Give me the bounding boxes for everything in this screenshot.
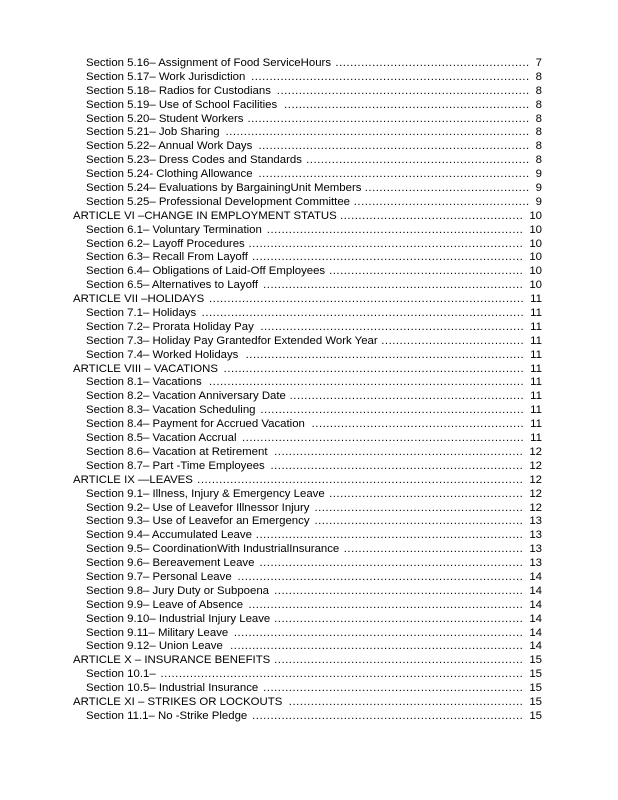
toc-dot-leader: ....................................................................... <box>263 682 524 695</box>
toc-page-number: 14 <box>529 640 542 653</box>
toc-entry-title: ARTICLE IX —LEAVES <box>73 473 193 486</box>
toc-entry-title: Section 5.16– Assignment of Food ServiceHours <box>86 57 332 69</box>
toc-page-number: 14 <box>529 584 542 597</box>
toc-page-number: 10 <box>529 251 542 264</box>
toc-page-number: 13 <box>529 515 542 528</box>
toc-section-row <box>0 376 618 390</box>
toc-dot-leader: ............................................................................. <box>241 432 525 445</box>
toc-entry-title: Section 8.1– Vacations <box>86 376 202 389</box>
toc-dot-leader: ........................................................................ <box>260 404 525 417</box>
toc-section-row <box>0 251 618 265</box>
toc-page-number: 13 <box>529 543 542 556</box>
toc-entry-title: Section 7.1– Holidays <box>86 307 197 320</box>
toc-page-number: 8 <box>535 140 542 153</box>
toc-section-row <box>0 682 618 696</box>
toc-entry-title: Section 6.3– Recall From Layoff <box>86 251 248 264</box>
toc-dot-leader: .................................................................... <box>274 584 524 597</box>
toc-dot-leader: ..................................................................... <box>276 84 530 97</box>
toc-page-number: 11 <box>530 418 542 431</box>
toc-page-number: 14 <box>529 626 542 639</box>
toc-dot-leader: ............................................................................. <box>247 112 530 125</box>
toc-section-row <box>0 418 618 432</box>
toc-dot-leader: .......................................................................... <box>252 251 524 264</box>
toc-page-number: 12 <box>529 487 542 500</box>
toc-dot-leader: ..................................................... <box>329 265 524 278</box>
toc-entry-title: Section 6.4– Obligations of Laid-Off Employees <box>86 265 326 278</box>
toc-section-row <box>0 515 618 529</box>
toc-page-number: 8 <box>535 98 542 111</box>
toc-entry-title: Section 5.25– Professional Development Committee <box>86 195 351 208</box>
toc-dot-leader: ................................................................ <box>289 390 525 403</box>
toc-section-row <box>0 113 618 127</box>
toc-entry-title: Section 5.20– Student Workers <box>86 112 244 125</box>
toc-dot-leader: ............................................................................ <box>245 348 525 361</box>
toc-page-number: 11 <box>530 293 542 306</box>
toc-dot-leader: ............................................. <box>364 182 530 195</box>
toc-dot-leader: ....................................................................... <box>263 279 524 292</box>
toc-dot-leader: .................................................................... <box>274 654 524 667</box>
toc-entry-title: Section 10.5– Industrial Insurance <box>86 682 259 695</box>
toc-dot-leader: .................................................. <box>340 209 524 222</box>
toc-page-number: 15 <box>529 695 542 708</box>
toc-section-row <box>0 502 618 516</box>
toc-dot-leader: .......................................................................... <box>258 140 530 153</box>
toc-section-row <box>0 140 618 154</box>
toc-dot-leader: .............................................................................. <box>237 570 524 583</box>
toc-page-number: 15 <box>529 682 542 695</box>
toc-section-row <box>0 627 618 641</box>
toc-entry-title: Section 6.1– Voluntary Termination <box>86 223 262 236</box>
toc-entry-title: Section 9.7– Personal Leave <box>86 570 232 583</box>
toc-section-row <box>0 668 618 682</box>
toc-entry-title: Section 6.2– Layoff Procedures <box>86 237 245 250</box>
toc-section-row <box>0 349 618 363</box>
toc-dot-leader: ........................................................................ <box>259 557 524 570</box>
toc-page-number: 11 <box>530 307 542 320</box>
toc-page-number: 10 <box>529 209 542 222</box>
toc-section-row <box>0 99 618 113</box>
toc-entry-title: Section 5.17– Work Jurisdiction <box>86 70 246 83</box>
toc-entry-title: Section 5.24– Evaluations by BargainingUnit Members <box>86 182 362 195</box>
toc-entry-title: Section 8.4– Payment for Accrued Vacation <box>86 418 305 431</box>
toc-entry-title: Section 9.9– Leave of Absence <box>86 598 244 611</box>
toc-page-number: 13 <box>529 529 542 542</box>
toc-entry-title: ARTICLE VII –HOLIDAYS <box>73 293 205 306</box>
toc-dot-leader: ...................................................................... <box>266 223 524 236</box>
toc-dot-leader: ..................................................................... <box>270 459 524 472</box>
toc-page-number: 12 <box>529 501 542 514</box>
toc-dot-leader: ......................................................... <box>314 501 524 514</box>
toc-article-row <box>0 474 618 488</box>
toc-section-row <box>0 446 618 460</box>
toc-dot-leader: ................................................. <box>343 543 524 556</box>
toc-section-row <box>0 265 618 279</box>
toc-page-number: 14 <box>529 598 542 611</box>
toc-page-number: 12 <box>529 459 542 472</box>
toc-page-number: 11 <box>530 348 542 361</box>
toc-page-number: 11 <box>530 432 542 445</box>
toc-dot-leader: ......................................................... <box>314 515 524 528</box>
toc-dot-leader: ...................................................................................... <box>209 376 525 389</box>
toc-entry-title: ARTICLE VIII – VACATIONS <box>73 362 218 375</box>
toc-entry-title: Section 9.12– Union Leave <box>86 640 223 653</box>
toc-dot-leader: ......................................................................................... <box>197 473 524 486</box>
toc-article-row <box>0 363 618 377</box>
toc-section-row <box>0 488 618 502</box>
toc-entry-title: Section 8.6– Vacation at Retirement <box>86 445 268 458</box>
toc-entry-title: Section 7.2– Prorata Holiday Pay <box>86 320 254 333</box>
toc-dot-leader: ..................................................... <box>335 57 530 69</box>
toc-entry-title: Section 10.1– <box>86 668 156 681</box>
toc-entry-title: Section 6.5– Alternatives to Layoff <box>86 279 259 292</box>
toc-entry-title: Section 9.10– Industrial Injury Leave <box>86 612 271 625</box>
toc-section-row <box>0 599 618 613</box>
toc-section-row <box>0 307 618 321</box>
toc-entry-title: Section 8.3– Vacation Scheduling <box>86 404 256 417</box>
toc-section-row <box>0 279 618 293</box>
toc-page-number: 11 <box>530 334 542 347</box>
toc-page-number: 10 <box>529 279 542 292</box>
toc-section-row <box>0 126 618 140</box>
toc-section-row <box>0 196 618 210</box>
toc-dot-leader: ................................................................... <box>284 98 530 111</box>
toc-section-row <box>0 613 618 627</box>
toc-section-row <box>0 571 618 585</box>
toc-section-row <box>0 710 618 724</box>
toc-entry-title: Section 9.1– Illness, Injury & Emergency Leave <box>86 487 325 500</box>
toc-page-number: 10 <box>529 265 542 278</box>
toc-page-number: 15 <box>529 654 542 667</box>
toc-dot-leader: .................................................................... <box>274 445 524 458</box>
toc-dot-leader: ................................................................ <box>288 695 524 708</box>
toc-dot-leader: .......................................................................... <box>258 168 530 181</box>
toc-page-number: 11 <box>530 362 542 375</box>
toc-section-row <box>0 557 618 571</box>
toc-dot-leader: ........................................................................ <box>260 320 525 333</box>
toc-dot-leader: ........................................................................... <box>248 237 524 250</box>
toc-section-row <box>0 529 618 543</box>
toc-section-row <box>0 404 618 418</box>
toc-entry-title: Section 8.2– Vacation Anniversary Date <box>86 390 286 403</box>
toc-page-number: 13 <box>529 557 542 570</box>
toc-page-number: 8 <box>535 70 542 83</box>
toc-entry-title: Section 8.5– Vacation Accrual <box>86 432 237 445</box>
toc-page-number: 8 <box>535 112 542 125</box>
toc-section-row <box>0 224 618 238</box>
toc-section-row <box>0 182 618 196</box>
toc-entry-title: Section 9.11– Military Leave <box>86 626 229 639</box>
toc-page-number: 10 <box>529 223 542 236</box>
toc-section-row <box>0 321 618 335</box>
toc-entry-title: Section 7.4– Worked Holidays <box>86 348 239 361</box>
toc-page-number: 12 <box>529 445 542 458</box>
toc-dot-leader: ............................................................................... <box>233 626 524 639</box>
toc-page-number: 8 <box>535 154 542 167</box>
toc-dot-leader: ............................................................................ <box>251 70 530 83</box>
toc-article-row <box>0 696 618 710</box>
toc-section-row <box>0 460 618 474</box>
toc-dot-leader: .......................................................................... <box>252 709 524 722</box>
toc-entry-title: Section 7.3– Holiday Pay Grantedfor Extended Work Year <box>86 334 378 347</box>
toc-section-row <box>0 168 618 182</box>
toc-page-number: 9 <box>535 168 542 181</box>
toc-section-row <box>0 154 618 168</box>
toc-page-number: 14 <box>529 570 542 583</box>
toc-entry-title: Section 5.22– Annual Work Days <box>86 140 253 153</box>
toc-entry-title: Section 9.6– Bereavement Leave <box>86 557 255 570</box>
toc-article-row <box>0 654 618 668</box>
toc-entry-title: ARTICLE VI –CHANGE IN EMPLOYMENT STATUS <box>73 209 337 222</box>
toc-entry-title: Section 5.24- Clothing Allowance <box>86 168 253 181</box>
toc-entry-title: Section 5.18– Radios for Custodians <box>86 84 271 97</box>
toc-entry-title: ARTICLE X – INSURANCE BENEFITS <box>73 654 271 667</box>
toc-dot-leader: ........................................................................... <box>248 598 524 611</box>
toc-section-row <box>0 71 618 85</box>
toc-entry-title: Section 9.4– Accumulated Leave <box>86 529 252 542</box>
toc-entry-title: Section 9.8– Jury Duty or Subpoena <box>86 584 269 597</box>
toc-entry-title: Section 5.23– Dress Codes and Standards <box>86 154 302 167</box>
toc-page-number: 11 <box>530 376 542 389</box>
table-of-contents <box>0 57 618 724</box>
toc-page-number: 9 <box>535 182 542 195</box>
toc-page-number: 8 <box>535 84 542 97</box>
toc-section-row <box>0 85 618 99</box>
toc-dot-leader: ................................................................................... <box>225 126 530 139</box>
toc-dot-leader: .......................................................... <box>311 418 525 431</box>
toc-page-number: 11 <box>530 390 542 403</box>
toc-entry-title: ARTICLE XI – STRIKES OR LOCKOUTS <box>73 695 283 708</box>
toc-page-number: 10 <box>529 237 542 250</box>
toc-entry-title: Section 9.5– CoordinationWith IndustrialInsurance <box>86 543 340 556</box>
toc-page-number: 7 <box>535 57 542 69</box>
toc-section-row <box>0 585 618 599</box>
toc-section-row <box>0 543 618 557</box>
toc-dot-leader: ................................................ <box>353 195 530 208</box>
toc-dot-leader: .................................................................................. <box>223 362 525 375</box>
toc-dot-leader: ............................................................. <box>306 154 530 167</box>
toc-dot-leader: ................................................................................................... <box>160 668 524 681</box>
toc-page-number: 9 <box>535 195 542 208</box>
toc-article-row <box>0 293 618 307</box>
toc-page-number: 15 <box>529 668 542 681</box>
toc-article-row <box>0 210 618 224</box>
toc-section-row <box>0 640 618 654</box>
toc-dot-leader: ........................................................................................ <box>201 307 525 320</box>
toc-entry-title: Section 5.21– Job Sharing <box>86 126 220 139</box>
toc-section-row <box>0 335 618 349</box>
toc-dot-leader: ....................................... <box>381 334 525 347</box>
toc-entry-title: Section 9.2– Use of Leavefor Illnessor Injury <box>86 501 310 514</box>
toc-entry-title: Section 9.3– Use of Leavefor an Emergency <box>86 515 310 528</box>
toc-section-row <box>0 57 618 71</box>
toc-dot-leader: ......................................................................... <box>255 529 524 542</box>
toc-entry-title: Section 11.1– No -Strike Pledge <box>86 709 248 722</box>
toc-page-number: 12 <box>529 473 542 486</box>
toc-page-number: 11 <box>530 320 542 333</box>
toc-entry-title: Section 8.7– Part -Time Employees <box>86 459 265 472</box>
toc-section-row <box>0 432 618 446</box>
toc-dot-leader: .................................................................... <box>274 612 524 625</box>
toc-page-number: 11 <box>530 404 542 417</box>
toc-entry-title: Section 5.19– Use of School Facilities <box>86 98 278 111</box>
toc-dot-leader: ...................................................................................... <box>209 293 525 306</box>
toc-page-number: 8 <box>535 126 542 139</box>
toc-section-row <box>0 390 618 404</box>
toc-dot-leader: ..................................................... <box>329 487 524 500</box>
toc-dot-leader: ................................................................................ <box>230 640 524 653</box>
toc-page-number: 15 <box>529 709 542 722</box>
toc-section-row <box>0 238 618 252</box>
toc-page-number: 14 <box>529 612 542 625</box>
